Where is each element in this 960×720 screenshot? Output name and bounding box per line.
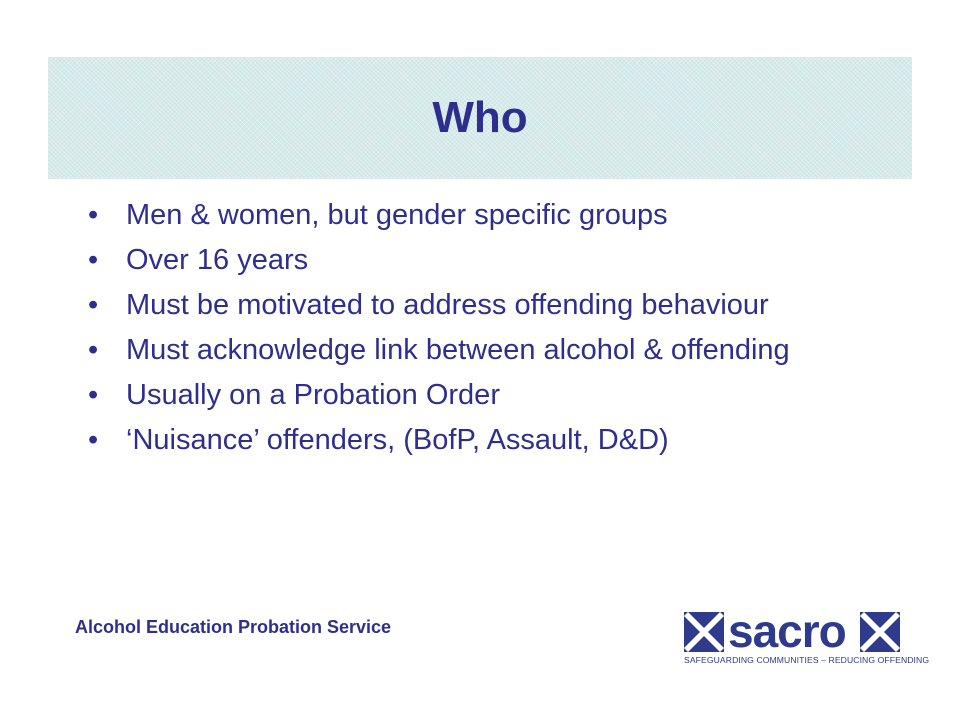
bullet-item xyxy=(88,200,908,231)
sacro-logo xyxy=(684,605,930,668)
footer-service-name: Alcohol Education Probation Service xyxy=(75,617,392,637)
logo-tagline: SAFEGUARDING COMMUNITIES – REDUCING OFFENDING xyxy=(684,655,930,665)
bullet-text: ‘Nuisance’ offenders, (BofP, Assault, D&D) xyxy=(126,424,669,456)
bullet-item xyxy=(88,335,908,366)
bullet-item xyxy=(88,380,908,411)
bullet-text: Must be motivated to address offending behaviour xyxy=(126,289,769,321)
bullet-list xyxy=(88,200,908,470)
bullet-item xyxy=(88,290,908,321)
slide-title: Who xyxy=(432,93,528,142)
bullet-text: Men & women, but gender specific groups xyxy=(126,199,668,231)
bullet-marker: • xyxy=(88,424,99,456)
bullet-marker: • xyxy=(88,199,99,231)
title-band xyxy=(48,57,912,179)
bullet-marker: • xyxy=(88,289,99,321)
logo-wordmark: sacro xyxy=(728,605,846,657)
bullet-marker: • xyxy=(88,244,99,276)
bullet-text: Usually on a Probation Order xyxy=(126,379,500,411)
bullet-text: Over 16 years xyxy=(126,244,309,276)
bullet-item xyxy=(88,425,908,456)
bullet-marker: • xyxy=(88,334,99,366)
bullet-item xyxy=(88,245,908,276)
bullet-text: Must acknowledge link between alcohol & offending xyxy=(126,334,790,366)
bullet-marker: • xyxy=(88,379,99,411)
